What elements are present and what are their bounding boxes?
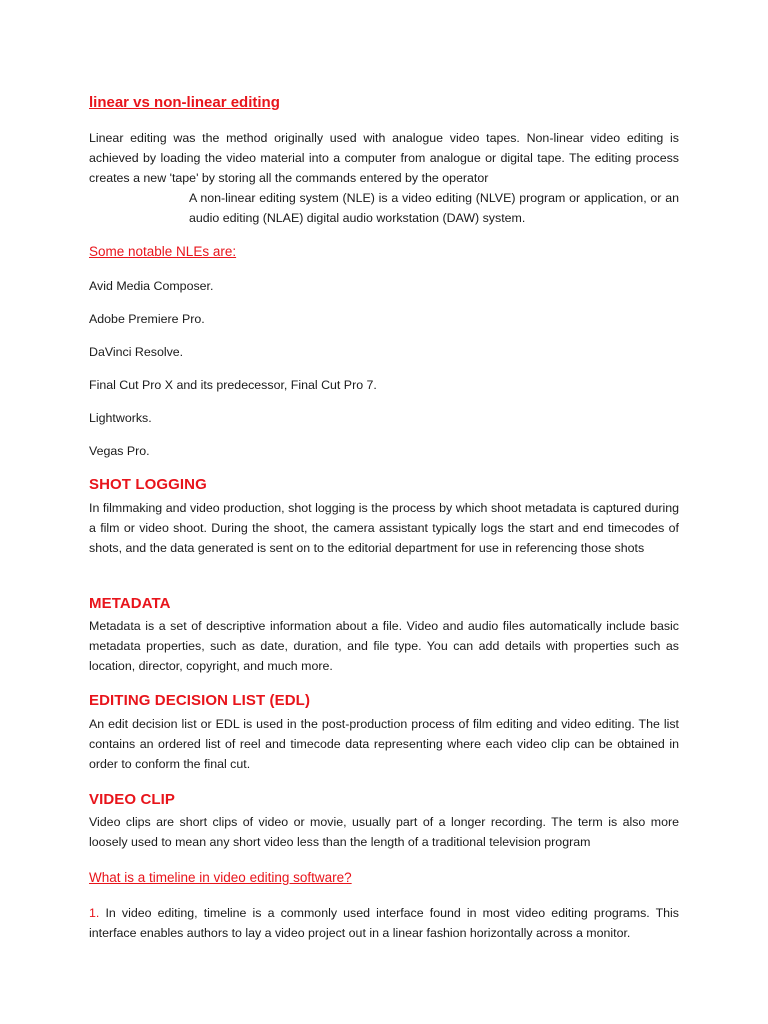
list-number: 1. [89,906,100,920]
nle-heading: Some notable NLEs are: [89,244,237,259]
timeline-paragraph [89,903,679,943]
intro-paragraph [89,128,679,228]
intro-text-1: Linear editing was the method originally used with analogue video tapes. Non-linear video editing is achieved by loading the video material into a computer from analogue or digital tape. The editing process creates a new 'tape' by storing all the commands entered by the operator [89,131,679,185]
video-clip-text: Video clips are short clips of video or movie, usually part of a longer recording. The term is also more loosely used to mean any short video less than the length of a traditional television program [89,815,679,849]
edl-text: An edit decision list or EDL is used in the post-production process of film editing and video editing. The list contains an ordered list of reel and timecode data representing where each video clip can be obtained in order to conform the final cut. [89,717,679,771]
nle-list-item: Adobe Premiere Pro. [89,312,205,326]
metadata-text: Metadata is a set of descriptive information about a file. Video and audio files automatically include basic metadata properties, such as date, duration, and file type. You can add details with properties such as location, director, copyright, and much more. [89,619,679,673]
timeline-text: In video editing, timeline is a commonly used interface found in most video editing programs. This interface enables authors to lay a video project out in a linear fashion horizontally across a monitor. [89,906,680,940]
page-title: linear vs non-linear editing [89,94,280,111]
shot-logging-text: In filmmaking and video production, shot logging is the process by which shoot metadata is captured during a film or video shoot. During the shoot, the camera assistant typically logs the start and end timecodes of shots, and the data generated is sent on to the editorial department for use in referencing those shots [89,501,679,555]
nle-list-item: Vegas Pro. [89,444,150,458]
nle-list-item: Avid Media Composer. [89,279,214,293]
nle-list-item: Final Cut Pro X and its predecessor, Final Cut Pro 7. [89,378,377,392]
metadata-heading: METADATA [89,595,171,612]
intro-text-2-content: A non-linear editing system (NLE) is a video editing (NLVE) program or application, or an audio editing (NLAE) digital audio workstation (DAW) system. [189,191,679,225]
video-clip-heading: VIDEO CLIP [89,791,176,808]
timeline-question: What is a timeline in video editing software? [89,870,352,885]
shot-logging-heading: SHOT LOGGING [89,476,207,493]
edl-heading: EDITING DECISION LIST (EDL) [89,692,311,709]
nle-list-item: Lightworks. [89,411,152,425]
nle-list-item: DaVinci Resolve. [89,345,184,359]
intro-text-2 [89,188,679,228]
